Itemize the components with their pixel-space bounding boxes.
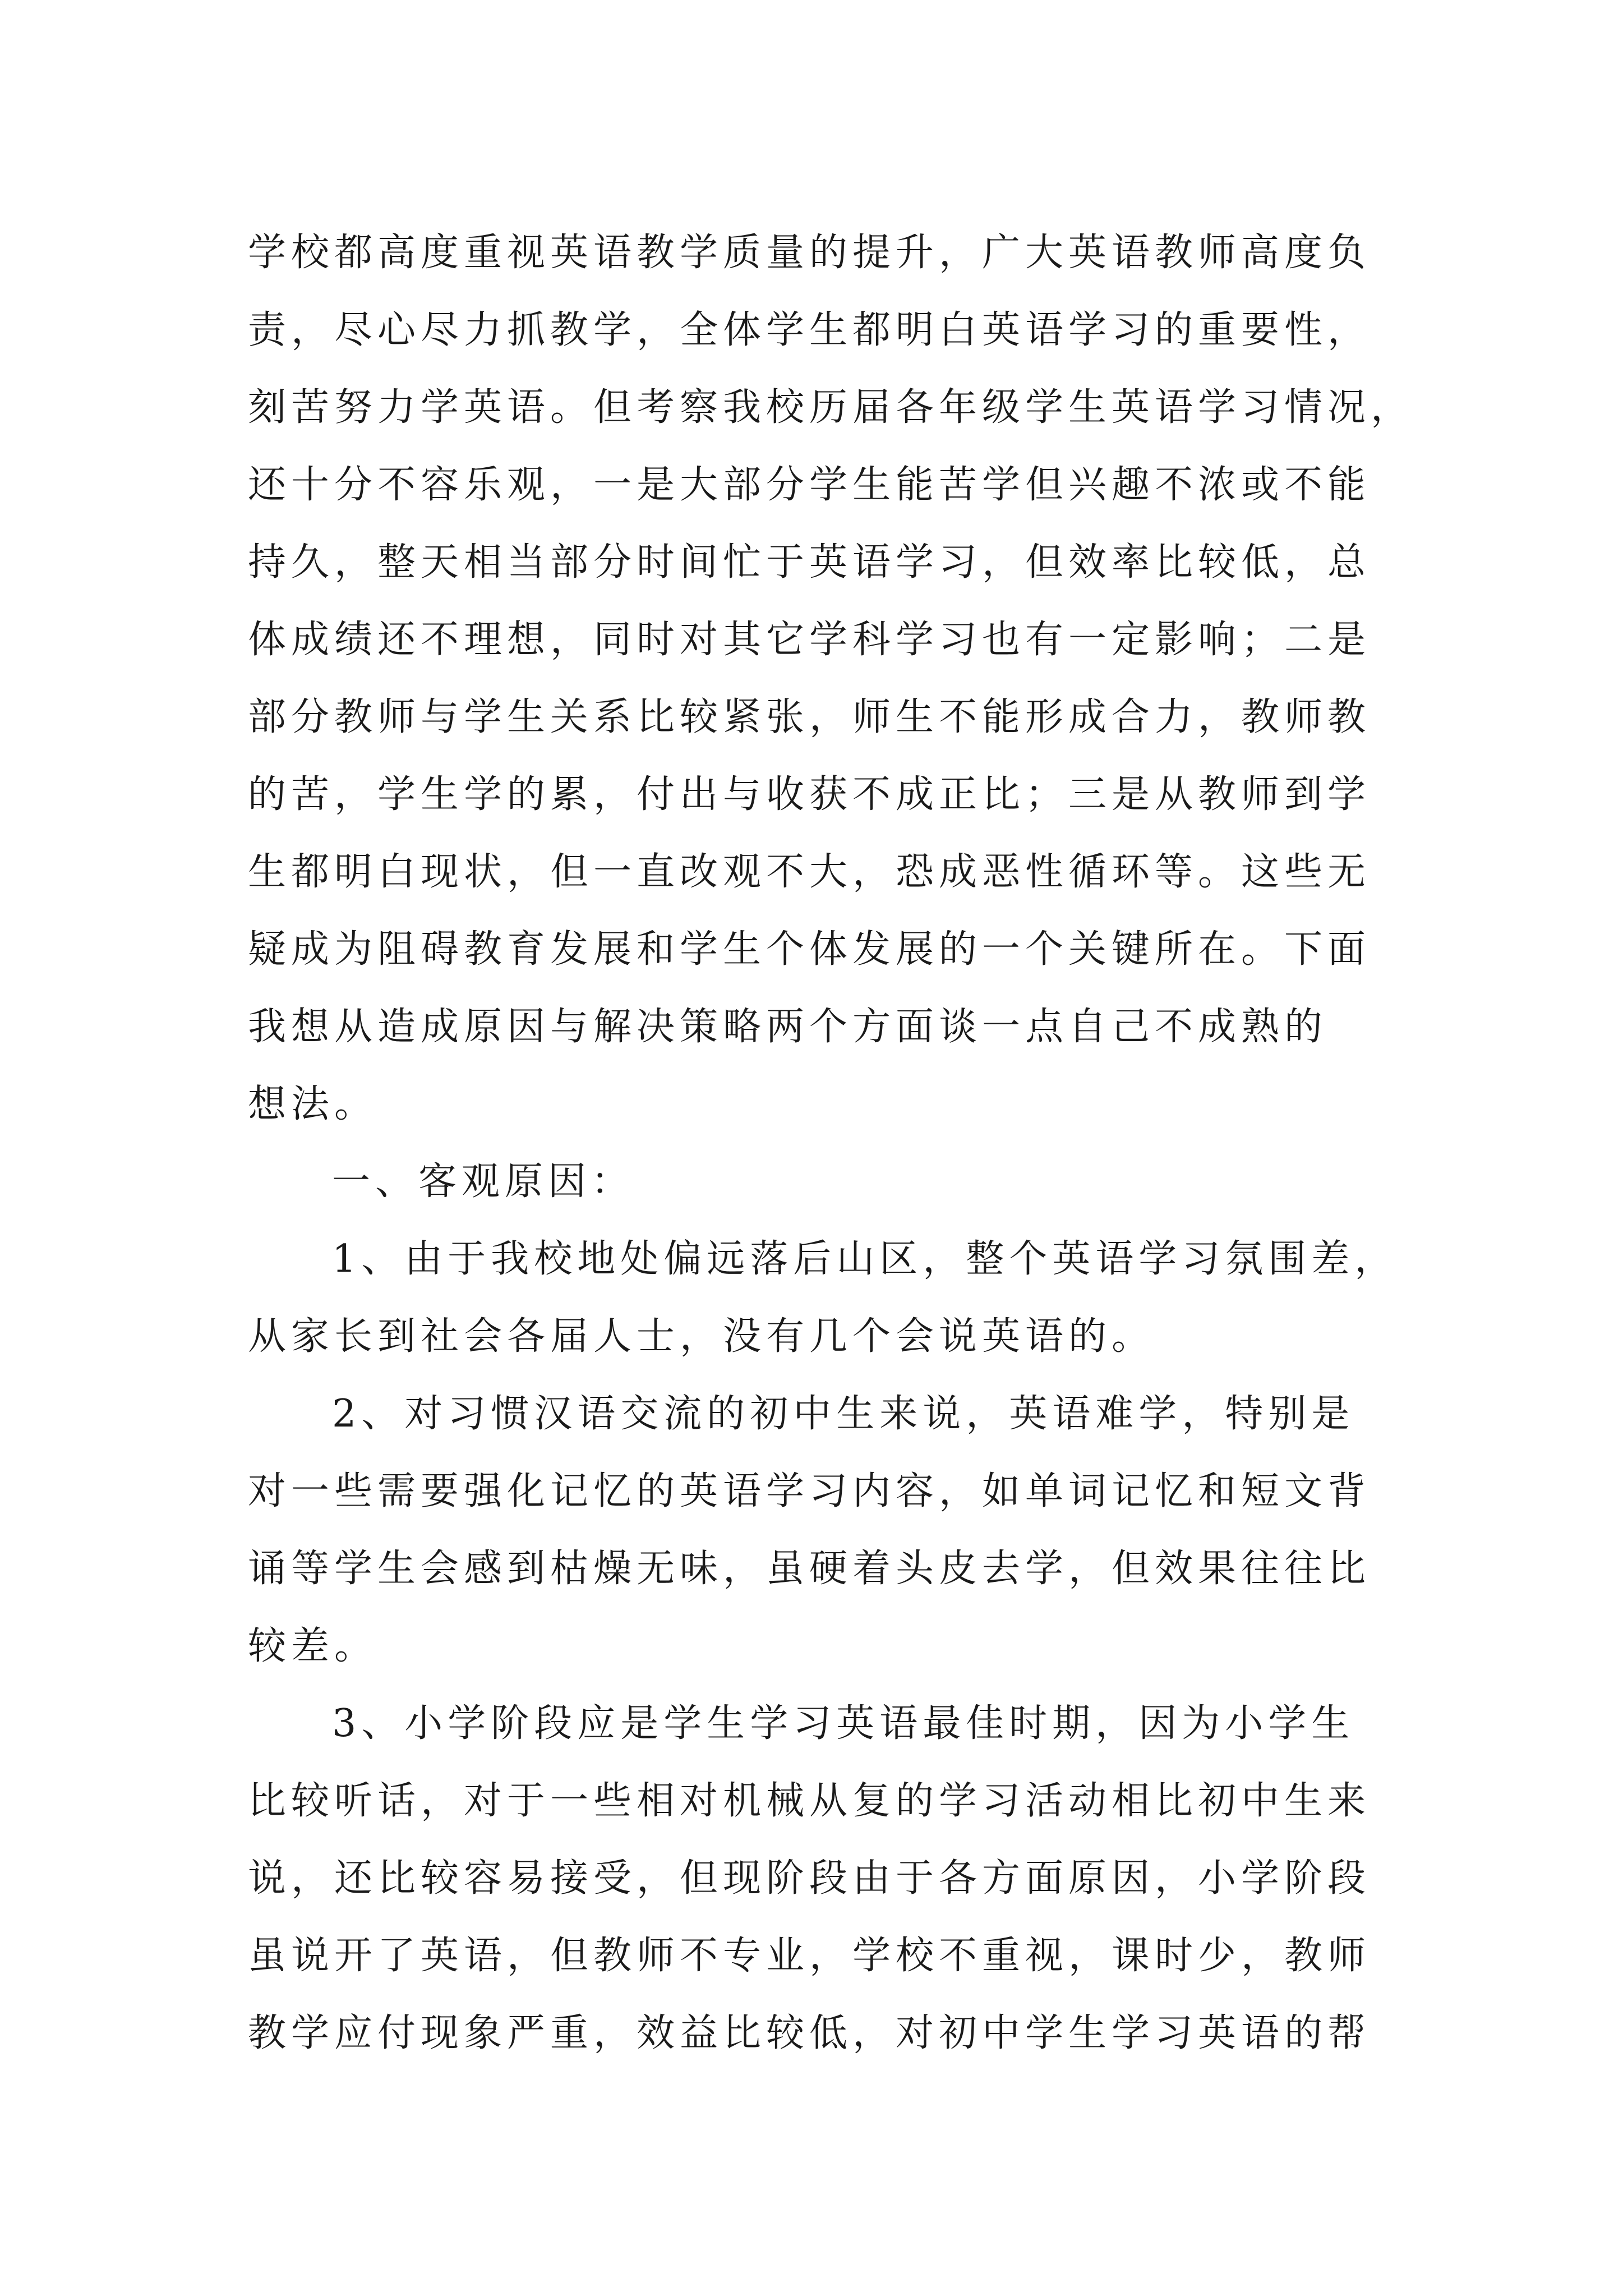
text-line: 诵等学生会感到枯燥无味，虽硬着头皮去学，但效果往往比 (248, 1547, 1371, 1591)
paragraph-first-line: 2、对习惯汉语交流的初中生来说，英语难学，特别是 (332, 1392, 1355, 1436)
text-line: 虽说开了英语，但教师不专业，学校不重视，课时少，教师 (248, 1934, 1371, 1978)
text-line: 说，还比较容易接受，但现阶段由于各方面原因，小学阶段 (248, 1856, 1371, 1901)
text-line: 教学应付现象严重，效益比较低，对初中学生学习英语的帮 (248, 2011, 1371, 2055)
text-line: 学校都高度重视英语教学质量的提升，广大英语教师高度负 (248, 231, 1371, 275)
paragraph-first-line: 3、小学阶段应是学生学习英语最佳时期，因为小学生 (332, 1701, 1355, 1746)
text-line: 刻苦努力学英语。但考察我校历届各年级学生英语学习情况， (248, 385, 1414, 430)
text-line: 体成绩还不理想，同时对其它学科学习也有一定影响；二是 (248, 618, 1371, 662)
text-line: 从家长到社会各届人士，没有几个会说英语的。 (248, 1314, 1155, 1359)
text-line: 想法。 (248, 1082, 378, 1126)
body-text (248, 214, 1437, 2072)
section-heading: 一、客观原因： (332, 1159, 635, 1204)
text-line: 对一些需要强化记忆的英语学习内容，如单词记忆和短文背 (248, 1469, 1371, 1513)
paragraph-first-line: 1、由于我校地处偏远落后山区，整个英语学习氛围差， (332, 1237, 1398, 1281)
text-line: 部分教师与学生关系比较紧张，师生不能形成合力，教师教 (248, 695, 1371, 739)
text-line: 疑成为阻碍教育发展和学生个体发展的一个关键所在。下面 (248, 927, 1371, 972)
text-line: 较差。 (248, 1624, 378, 1668)
text-line: 生都明白现状，但一直改观不大，恐成恶性循环等。这些无 (248, 850, 1371, 894)
text-line: 我想从造成原因与解决策略两个方面谈一点自己不成熟的 (248, 1005, 1328, 1049)
text-line: 持久，整天相当部分时间忙于英语学习，但效率比较低，总 (248, 540, 1371, 585)
text-line: 责，尽心尽力抓教学，全体学生都明白英语学习的重要性， (248, 308, 1371, 352)
text-line: 比较听话，对于一些相对机械从复的学习活动相比初中生来 (248, 1779, 1371, 1823)
text-line: 还十分不容乐观，一是大部分学生能苦学但兴趣不浓或不能 (248, 463, 1371, 507)
text-line: 的苦，学生学的累，付出与收获不成正比；三是从教师到学 (248, 772, 1371, 817)
